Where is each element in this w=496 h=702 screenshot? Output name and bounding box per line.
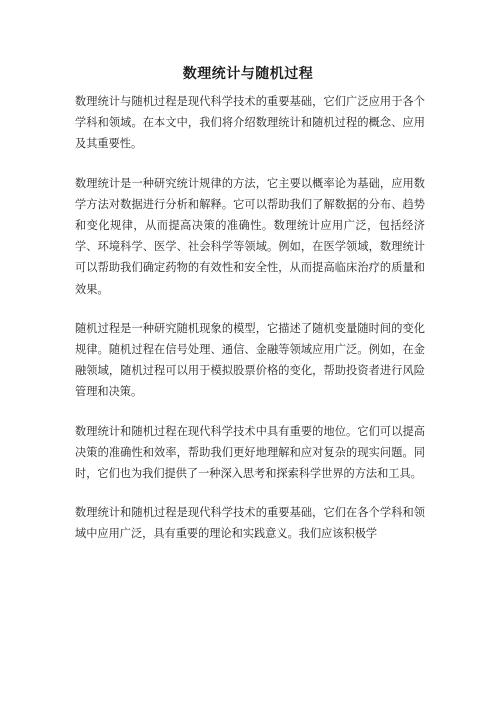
paragraph: 随机过程是一种研究随机现象的模型，它描述了随机变量随时间的变化规律。随机过程在信号处理、通信、金融等领域应用广泛。例如，在金融领域，随机过程可以用于模拟股票价格的变化，帮助投资者进行风险管理和决策。 xyxy=(75,321,425,399)
paragraph: 数理统计和随机过程在现代科学技术中具有重要的地位。它们可以提高决策的准确性和效率，帮助我们更好地理解和应对复杂的现实问题。同时，它们也为我们提供了一种深入思考和探索科学世界的方法和工具。 xyxy=(75,424,425,481)
document-body xyxy=(75,91,425,563)
paragraph: 数理统计与随机过程是现代科学技术的重要基础，它们广泛应用于各个学科和领域。在本文中，我们将介绍数理统计和随机过程的概念、应用及其重要性。 xyxy=(75,95,425,151)
paragraph: 数理统计和随机过程是现代科学技术的重要基础，它们在各个学科和领域中应用广泛，具有重要的理论和实践意义。我们应该积极学 xyxy=(75,506,425,541)
document-title: 数理统计与随机过程 xyxy=(182,66,314,82)
paragraph: 数理统计是一种研究统计规律的方法，它主要以概率论为基础，应用数学方法对数据进行分析和解释。它可以帮助我们了解数据的分布、趋势和变化规律，从而提高决策的准确性。数理统计应用广泛，包括经济学、环境科学、医学、社会科学等领域。例如，在医学领域，数理统计可以帮助我们确定药物的有效性和安全性，从而提高临床治疗的质量和效果。 xyxy=(75,176,425,296)
